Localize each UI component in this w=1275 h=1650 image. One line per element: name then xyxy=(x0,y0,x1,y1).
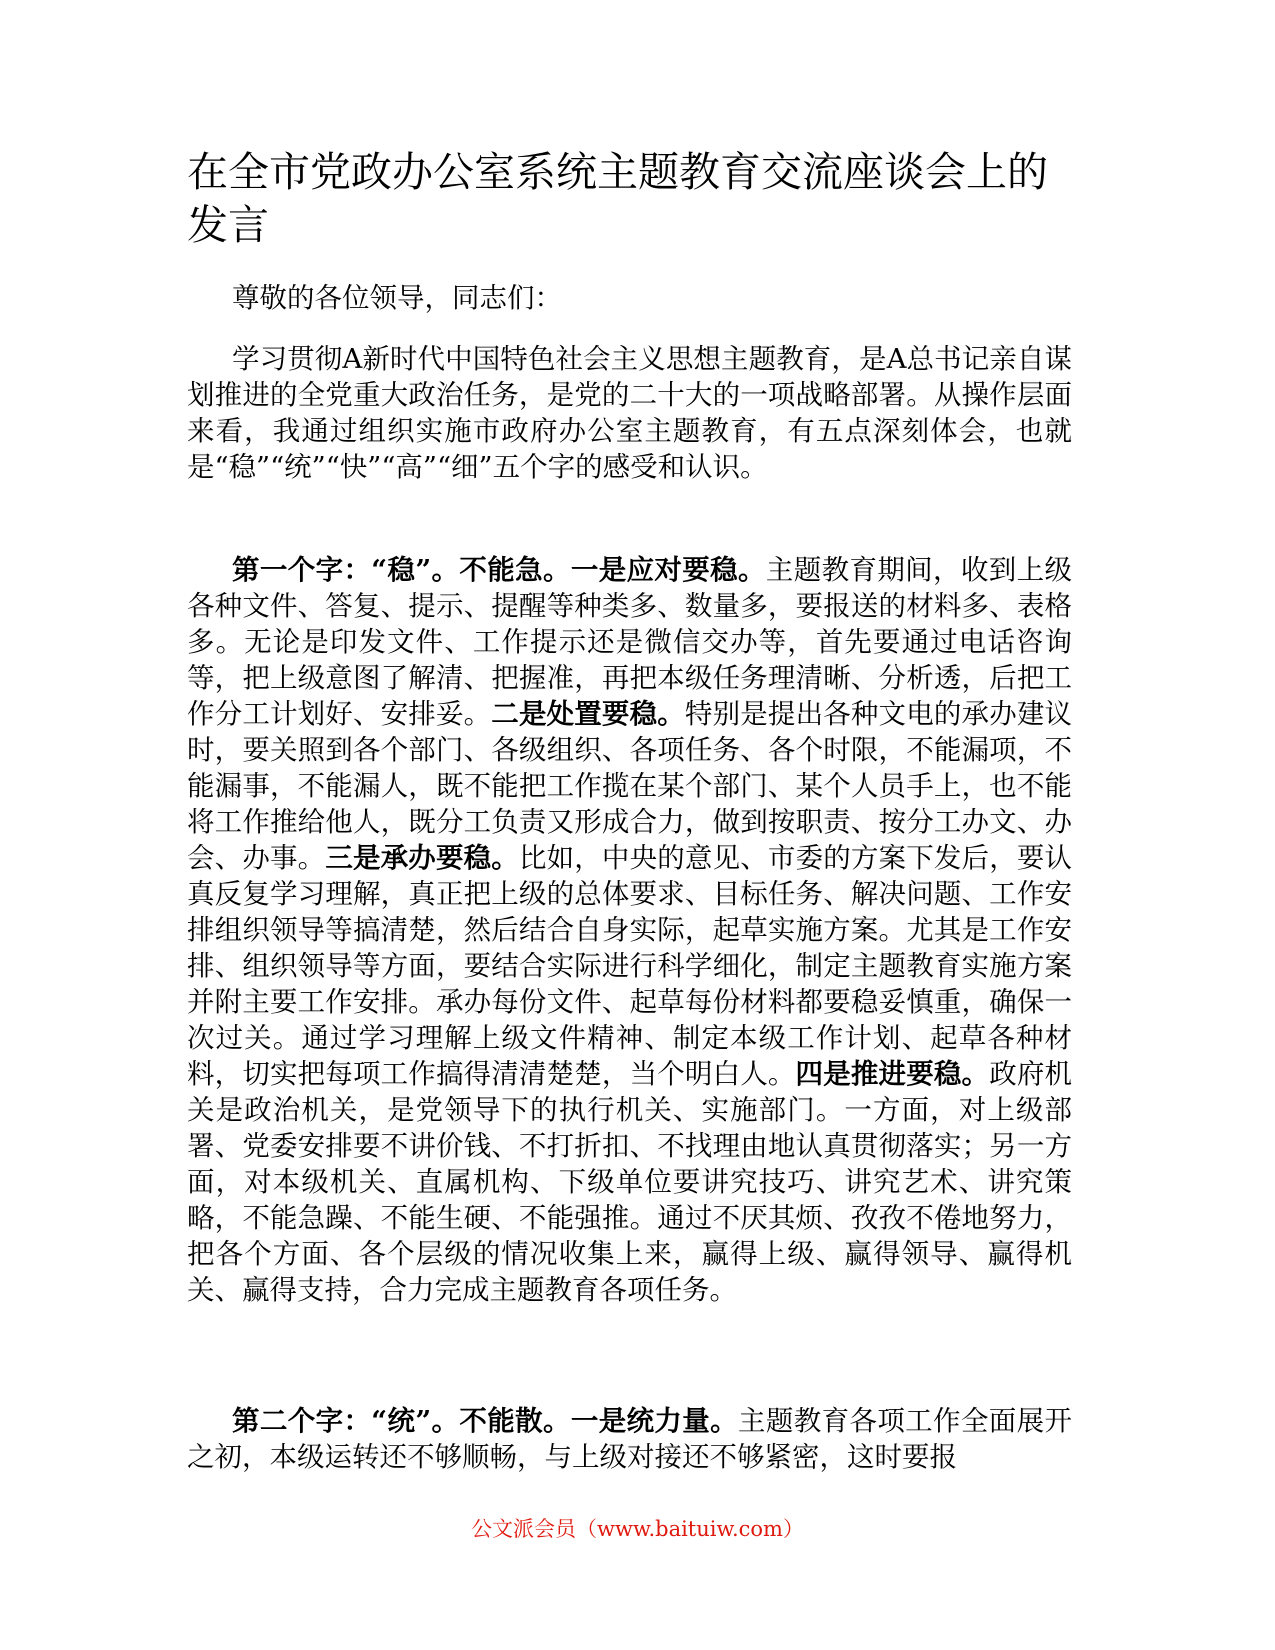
footer-watermark: 公文派会员（www.baituiw.com） xyxy=(471,1517,804,1541)
section-1-heading: 第一个字：“稳”。不能急。一是应对要稳。 xyxy=(232,554,766,586)
section-2-text-1: 主题教育各项工作全面展开之初，本级运转还不够顺畅，与上级对接还不够紧密，这时要报 xyxy=(187,1405,1072,1473)
section-1-text-2: 特别是提出各种文电的承办建议时，要关照到各个部门、各级组织、各项任务、各个时限，不能漏项，不能漏事，不能漏人，既不能把工作揽在某个部门、某个人员手上，也不能将工作推给他人，既分工负责又形成合力，做到按职责、按分工办文、办会、办事。 xyxy=(187,698,1073,874)
intro-paragraph: 学习贯彻A新时代中国特色社会主义思想主题教育，是A总书记亲自谋划推进的全党重大政治任务，是党的二十大的一项战略部署。从操作层面来看，我通过组织实施市政府办公室主题教育，有五点深刻体会，也就是“稳”“统”“快”“高”“细”五个字的感受和认识。 xyxy=(187,343,1072,483)
section-1-point-2: 二是处置要稳。 xyxy=(491,698,685,730)
document-title: 在全市党政办公室系统主题教育交流座谈会上的发言 xyxy=(187,148,1048,249)
section-1-point-3: 三是承办要稳。 xyxy=(325,842,519,874)
section-1-text-3: 比如，中央的意见、市委的方案下发后，要认真反复学习理解，真正把上级的总体要求、目标任务、解决问题、工作安排组织领导等搞清楚，然后结合自身实际，起草实施方案。尤其是工作安排、组织领导等方面，要结合实际进行科学细化，制定主题教育实施方案并附主要工作安排。承办每份文件、起草每份材料都要稳妥慎重，确保一次过关。通过学习理解上级文件精神、制定本级工作计划、起草各种材料，切实把每项工作搞得清清楚楚，当个明白人。 xyxy=(187,842,1073,1090)
section-2-paragraph xyxy=(187,1403,1072,1475)
greeting-paragraph: 尊敬的各位领导，同志们： xyxy=(232,282,562,314)
section-1-point-4: 四是推进要稳。 xyxy=(795,1058,990,1090)
section-1-text-4: 政府机关是政治机关，是党领导下的执行机关、实施部门。一方面，对上级部署、党委安排要不讲价钱、不打折扣、不找理由地认真贯彻落实；另一方面，对本级机关、直属机构、下级单位要讲究技巧、讲究艺术、讲究策略，不能急躁、不能生硬、不能强推。通过不厌其烦、孜孜不倦地努力，把各个方面、各个层级的情况收集上来，赢得上级、赢得领导、赢得机关、赢得支持，合力完成主题教育各项任务。 xyxy=(187,1058,1073,1306)
section-1-text-1: 主题教育期间，收到上级各种文件、答复、提示、提醒等种类多、数量多，要报送的材料多、表格多。无论是印发文件、工作提示还是微信交办等，首先要通过电话咨询等，把上级意图了解清、把握准，再把本级任务理清晰、分析透，后把工作分工计划好、安排妥。 xyxy=(187,554,1072,730)
section-1-paragraph xyxy=(187,552,1072,1308)
section-2-heading: 第二个字：“统”。不能散。一是统力量。 xyxy=(232,1405,739,1437)
